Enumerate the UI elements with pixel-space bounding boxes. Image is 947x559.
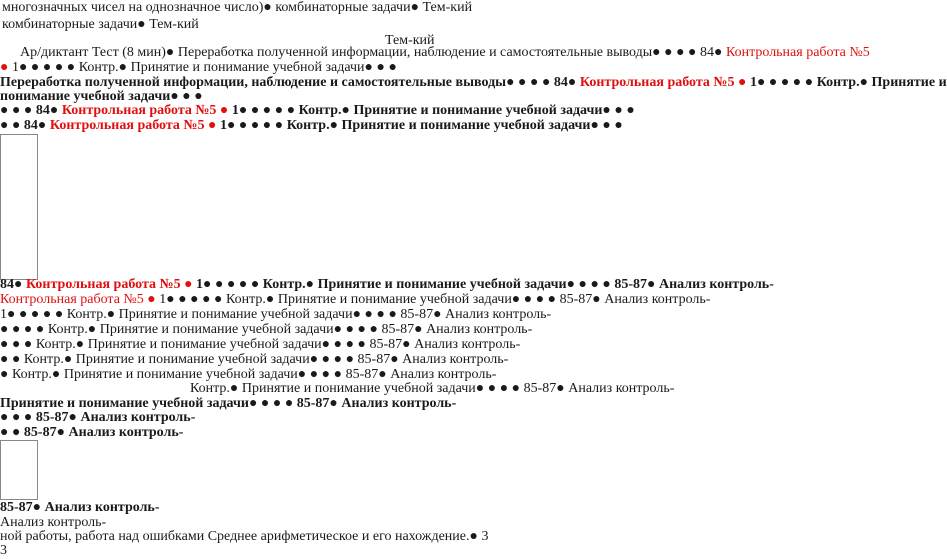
line-8: ● ● ● 84● Контрольная работа №5 ● 1● ● ● ● ● Контр.● Принятие и понимание учебной задачи● ● ● xyxy=(0,103,635,118)
line-20: ● ● 85-87● Анализ контроль- xyxy=(0,425,184,440)
line-2: комбинаторные задачи● Тем-кий xyxy=(2,17,199,32)
line-3: Тем-кий xyxy=(385,33,435,48)
line-12: 1● ● ● ● ● Контр.● Принятие и понимание учебной задачи● ● ● ● 85-87● Анализ контроль- xyxy=(0,307,552,322)
empty-box-2 xyxy=(0,440,38,500)
line-17: Контр.● Принятие и понимание учебной задачи● ● ● ● 85-87● Анализ контроль- xyxy=(190,381,675,396)
line-19: ● ● ● 85-87● Анализ контроль- xyxy=(0,410,196,425)
line-5: ● 1● ● ● ● ● Контр.● Принятие и понимание учебной задачи● ● ● xyxy=(0,60,397,75)
line-10: 84● Контрольная работа №5 ● 1● ● ● ● ● Контр.● Принятие и понимание учебной задачи● ● ● ● 85-87● Анализ контроль- xyxy=(0,277,774,292)
line-11: Контрольная работа №5 ● 1● ● ● ● ● Контр.● Принятие и понимание учебной задачи● ● ● ● 85-87● Анализ контроль- xyxy=(0,292,711,307)
line-15: ● ● Контр.● Принятие и понимание учебной задачи● ● ● ● 85-87● Анализ контроль- xyxy=(0,352,509,367)
line-13: ● ● ● ● Контр.● Принятие и понимание учебной задачи● ● ● ● 85-87● Анализ контроль- xyxy=(0,322,533,337)
line-21: 85-87● Анализ контроль- xyxy=(0,500,160,515)
line-14: ● ● ● Контр.● Принятие и понимание учебной задачи● ● ● ● 85-87● Анализ контроль- xyxy=(0,337,521,352)
line-7: понимание учебной задачи● ● ● xyxy=(0,89,203,104)
line-9: ● ● 84● Контрольная работа №5 ● 1● ● ● ● ● Контр.● Принятие и понимание учебной задачи● ● ● xyxy=(0,118,623,133)
line-4: Ар/диктант Тест (8 мин)● Переработка полученной информации, наблюдение и самостоятельные выводы● ● ● ● 84● Контрольная работа №5 xyxy=(20,45,870,60)
line-1: многозначных чисел на однозначное число)● комбинаторные задачи● Тем-кий xyxy=(2,0,473,15)
line-22: Анализ контроль- xyxy=(0,515,107,530)
empty-box-1 xyxy=(0,134,38,280)
line-6: Переработка полученной информации, наблюдение и самостоятельные выводы● ● ● ● 84● Контрольная работа №5 ● 1● ● ● ● ● Контр.● Принятие и xyxy=(0,75,947,90)
line-18: Принятие и понимание учебной задачи● ● ● ● 85-87● Анализ контроль- xyxy=(0,396,457,411)
line-23: ной работы, работа над ошибками Среднее арифметическое и его нахождение.● 3 xyxy=(0,529,489,544)
line-24: 3 xyxy=(0,543,7,558)
line-16: ● Контр.● Принятие и понимание учебной задачи● ● ● ● 85-87● Анализ контроль- xyxy=(0,367,497,382)
